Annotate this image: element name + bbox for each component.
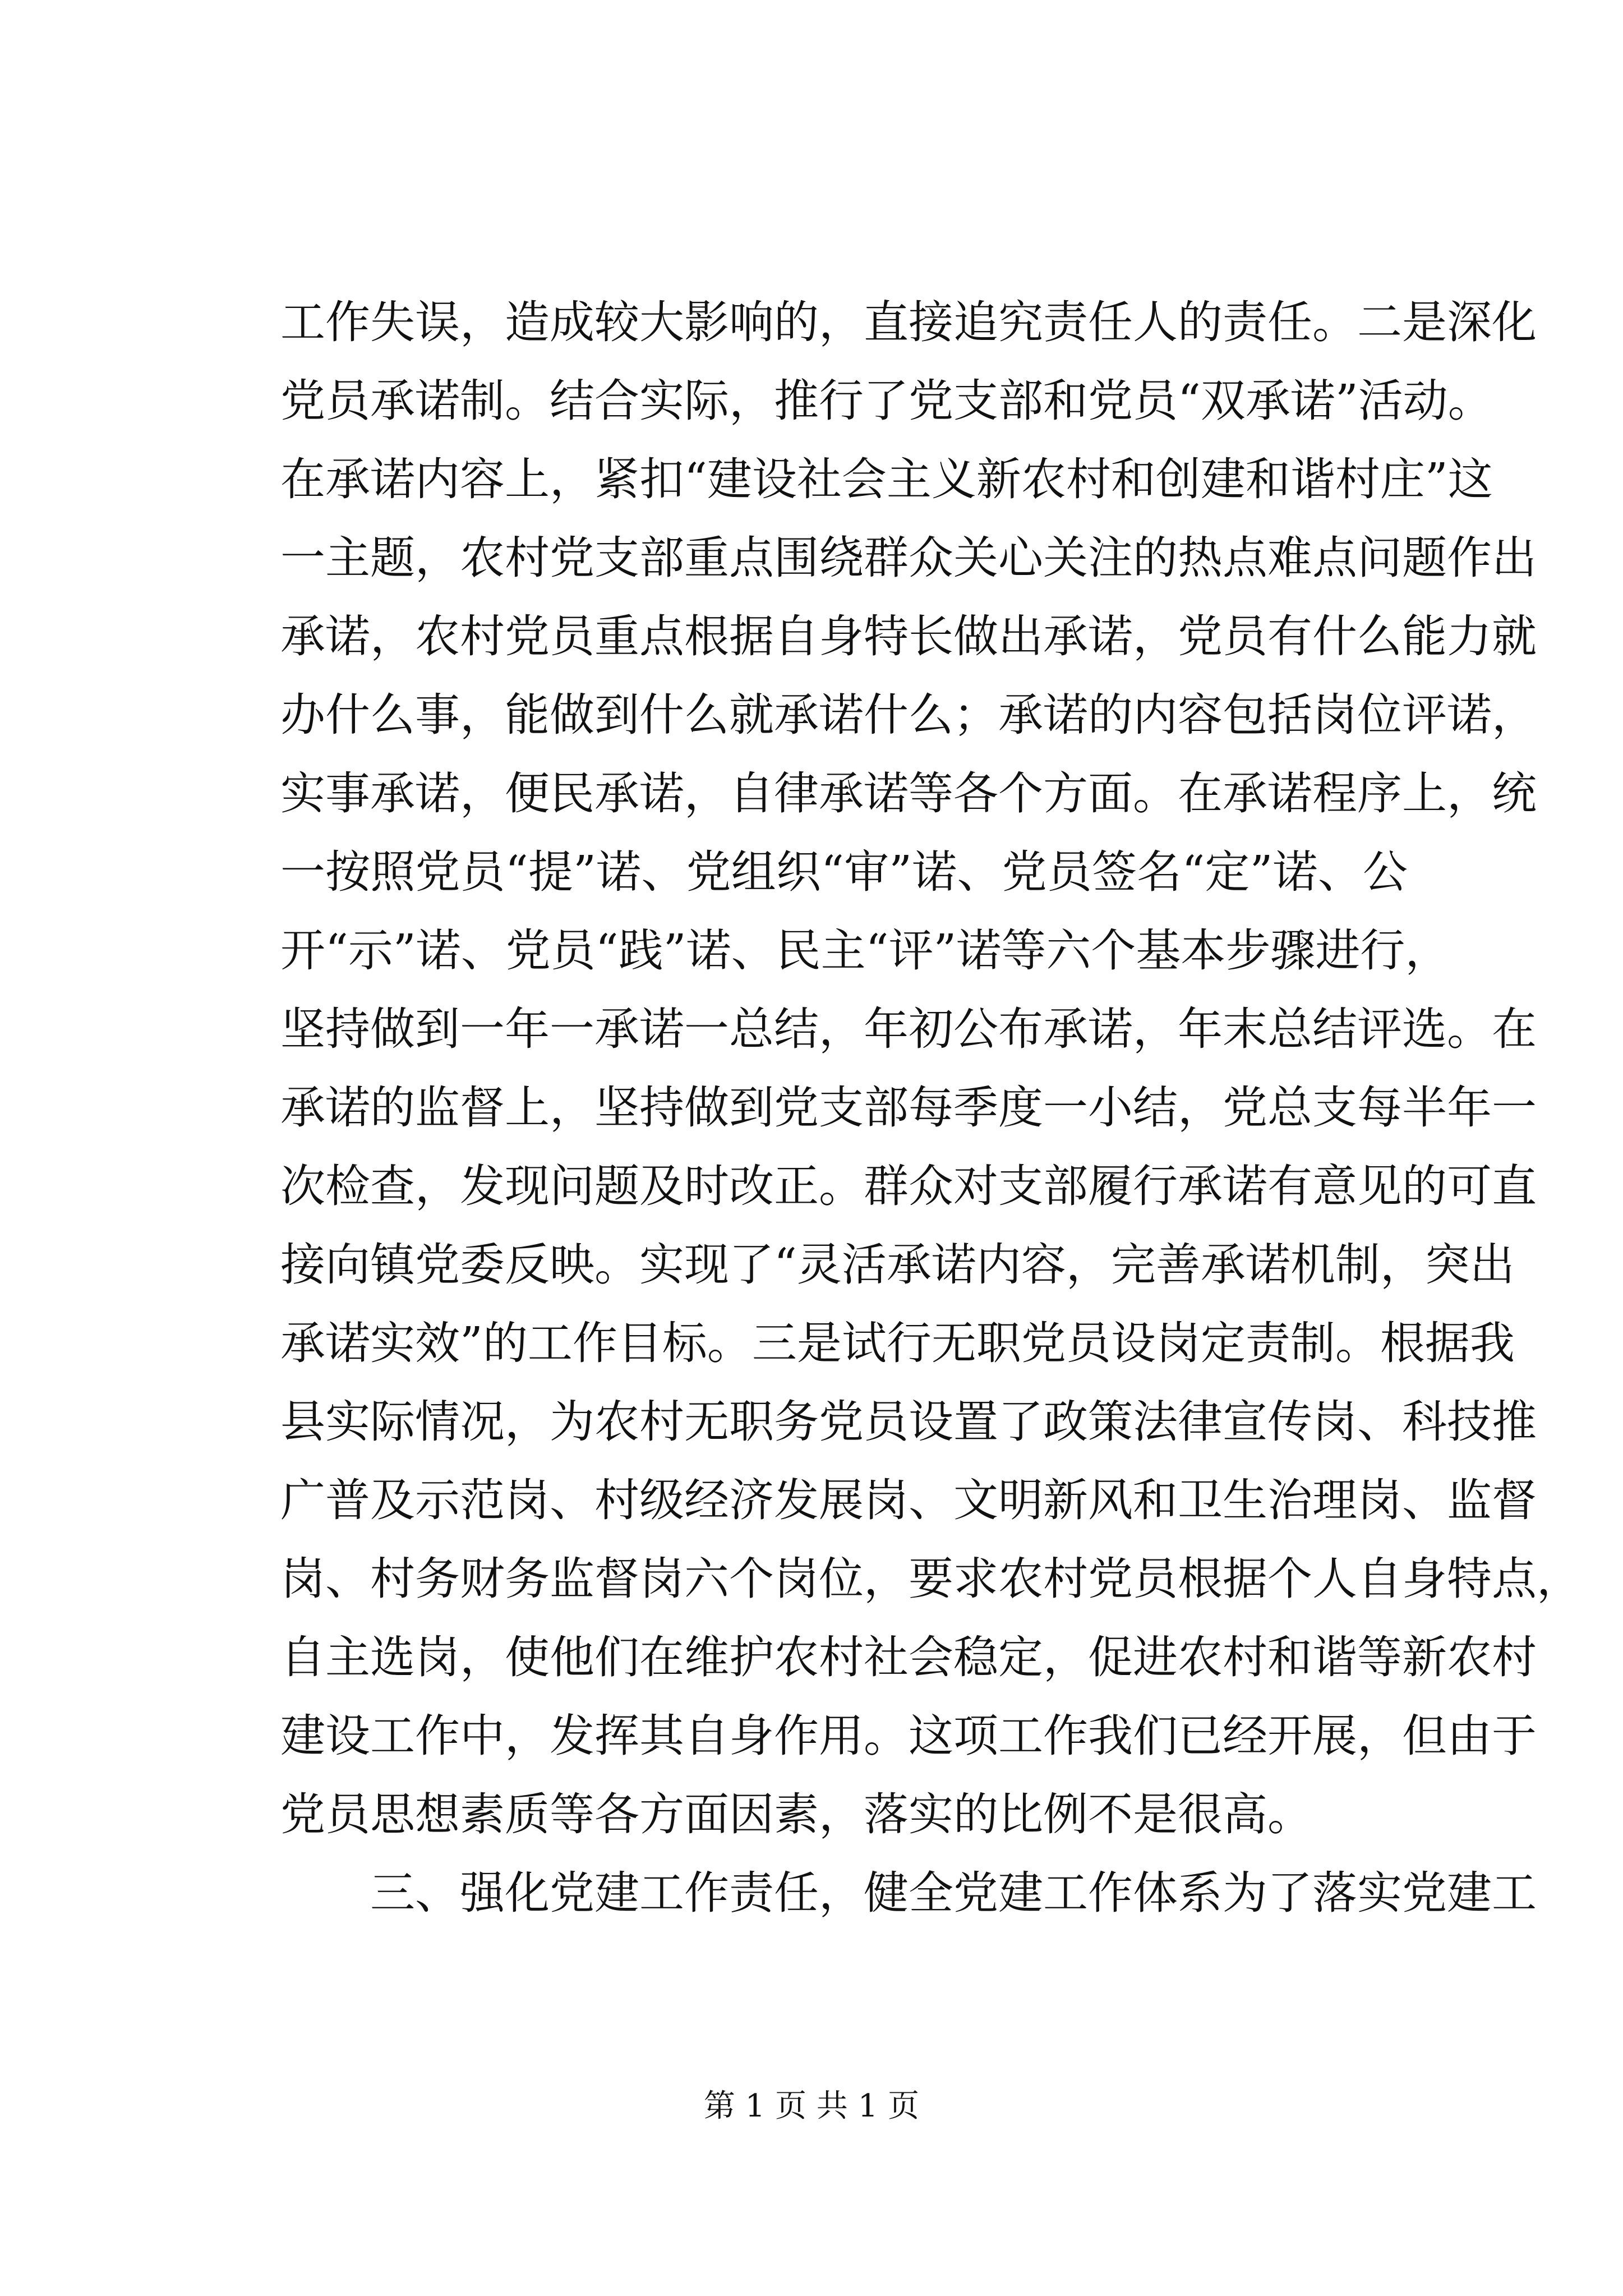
paragraph-1 [280, 283, 1581, 1854]
text-line: 办什么事，能做到什么就承诺什么；承诺的内容包括岗位评诺， [280, 689, 1537, 741]
text-line: 承诺的监督上，坚持做到党支部每季度一小结，党总支每半年一 [280, 1082, 1537, 1134]
text-line: 一按照党员“提”诺、党组织“审”诺、党员签名“定”诺、公 [280, 846, 1408, 898]
text-line: 承诺实效”的工作目标。三是试行无职党员设岗定责制。根据我 [280, 1317, 1515, 1369]
text-line: 开“示”诺、党员“践”诺、民主“评”诺等六个基本步骤进行， [280, 924, 1450, 977]
text-line: 坚持做到一年一承诺一总结，年初公布承诺，年末总结评选。在 [280, 1003, 1537, 1055]
section-heading-line: 三、强化党建工作责任，健全党建工作体系为了落实党建工 [370, 1867, 1537, 1919]
document-body [280, 283, 1581, 1932]
paragraph-2 [280, 1854, 1537, 1932]
text-line: 建设工作中，发挥其自身作用。这项工作我们已经开展，但由于 [280, 1710, 1537, 1762]
text-line: 广普及示范岗、村级经济发展岗、文明新风和卫生治理岗、监督 [280, 1474, 1537, 1526]
text-line: 在承诺内容上，紧扣“建设社会主义新农村和创建和谐村庄”这 [280, 453, 1493, 505]
page-footer [0, 2084, 1623, 2129]
text-line: 工作失误，造成较大影响的，直接追究责任人的责任。二是深化 [280, 296, 1537, 348]
text-line: 接向镇党委反映。实现了“灵活承诺内容，完善承诺机制，突出 [280, 1239, 1515, 1291]
text-line: 次检查，发现问题及时改正。群众对支部履行承诺有意见的可直 [280, 1160, 1537, 1212]
text-line: 自主选岗，使他们在维护农村社会稳定，促进农村和谐等新农村 [280, 1631, 1537, 1683]
text-line: 党员承诺制。结合实际，推行了党支部和党员“双承诺”活动。 [280, 375, 1493, 427]
text-line: 岗、村务财务监督岗六个岗位，要求农村党员根据个人自身特点， [280, 1553, 1581, 1605]
text-line: 一主题，农村党支部重点围绕群众关心关注的热点难点问题作出 [280, 532, 1537, 584]
text-line: 党员思想素质等各方面因素，落实的比例不是很高。 [280, 1788, 1312, 1841]
text-line: 县实际情况，为农村无职务党员设置了政策法律宣传岗、科技推 [280, 1396, 1537, 1448]
page-number: 第 1 页 共 1 页 [703, 2088, 920, 2124]
text-line: 实事承诺，便民承诺，自律承诺等各个方面。在承诺程序上，统 [280, 767, 1537, 820]
text-line: 承诺，农村党员重点根据自身特长做出承诺，党员有什么能力就 [280, 610, 1537, 662]
